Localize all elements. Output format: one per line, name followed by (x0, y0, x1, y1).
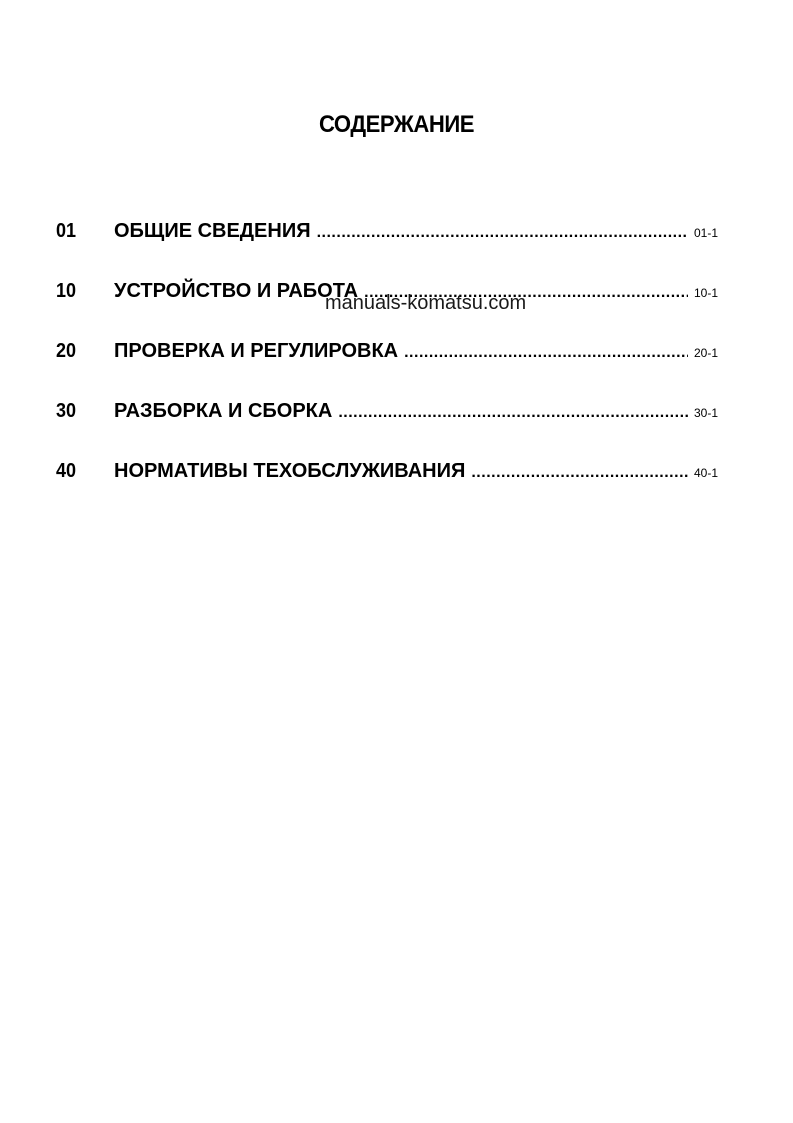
toc-label: РАЗБОРКА И СБОРКА (114, 400, 333, 422)
toc-leader-dots (471, 464, 688, 482)
toc-leader-dots (404, 344, 688, 362)
toc-number: 10 (56, 280, 77, 302)
toc-page: 01-1 (693, 226, 718, 240)
toc-entry-20[interactable] (56, 340, 718, 368)
toc-label: УСТРОЙСТВО И РАБОТА (114, 280, 359, 302)
toc-leader-dots (338, 404, 688, 422)
toc-number: 30 (56, 400, 77, 422)
toc-page: 20-1 (693, 346, 718, 360)
toc-label: ОБЩИЕ СВЕДЕНИЯ (114, 220, 311, 242)
page-title: СОДЕРЖАНИЕ (318, 111, 475, 138)
toc-number: 01 (56, 220, 77, 242)
toc-label: ПРОВЕРКА И РЕГУЛИРОВКА (114, 340, 399, 362)
toc-number: 40 (56, 460, 77, 482)
toc-page: 10-1 (693, 286, 718, 300)
table-of-contents (56, 220, 718, 520)
toc-entry-01[interactable] (56, 220, 718, 248)
toc-entry-40[interactable] (56, 460, 718, 488)
toc-page: 40-1 (693, 466, 718, 480)
toc-label: НОРМАТИВЫ ТЕХОБСЛУЖИВАНИЯ (114, 460, 466, 482)
toc-page: 30-1 (693, 406, 718, 420)
toc-entry-30[interactable] (56, 400, 718, 428)
toc-number: 20 (56, 340, 77, 362)
toc-leader-dots (317, 224, 688, 242)
watermark-text: manuals-komatsu.com (325, 292, 527, 314)
